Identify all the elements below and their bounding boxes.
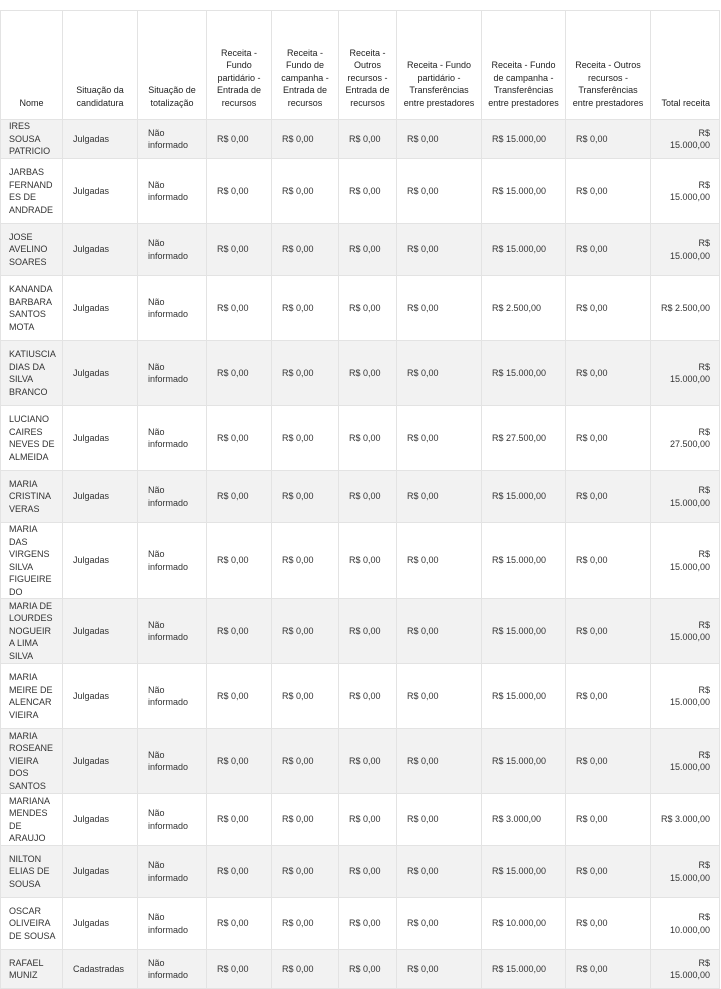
cell-situacao-totalizacao: Não informado (138, 406, 207, 471)
cell-or-entrada: R$ 0,00 (339, 120, 397, 159)
cell-or-entrada: R$ 0,00 (339, 950, 397, 989)
cell-total-receita: R$ 15.000,00 (651, 471, 720, 523)
cell-or-entrada: R$ 0,00 (339, 729, 397, 794)
table-row (1, 898, 720, 950)
cell-fc-transferencias: R$ 15.000,00 (482, 729, 566, 794)
cell-situacao-totalizacao: Não informado (138, 159, 207, 224)
column-header-situacao-candidatura[interactable]: Situação da candidatura (63, 11, 138, 120)
cell-situacao-candidatura: Julgadas (63, 664, 138, 729)
cell-fc-transferencias: R$ 2.500,00 (482, 276, 566, 341)
table-body (1, 120, 720, 989)
cell-or-transferencias: R$ 0,00 (566, 471, 651, 523)
cell-fc-transferencias: R$ 15.000,00 (482, 846, 566, 898)
cell-total-receita: R$ 15.000,00 (651, 159, 720, 224)
cell-total-receita: R$ 3.000,00 (651, 794, 720, 846)
cell-fp-entrada: R$ 0,00 (207, 950, 272, 989)
cell-situacao-candidatura: Julgadas (63, 523, 138, 599)
cell-or-entrada: R$ 0,00 (339, 898, 397, 950)
cell-situacao-candidatura: Julgadas (63, 471, 138, 523)
cell-nome: JARBAS FERNANDES DE ANDRADE (1, 159, 63, 224)
cell-situacao-totalizacao: Não informado (138, 794, 207, 846)
table-row (1, 224, 720, 276)
cell-fp-transferencias: R$ 0,00 (397, 523, 482, 599)
cell-situacao-totalizacao: Não informado (138, 950, 207, 989)
cell-fc-entrada: R$ 0,00 (272, 794, 339, 846)
cell-nome: NILTON ELIAS DE SOUSA (1, 846, 63, 898)
cell-or-entrada: R$ 0,00 (339, 664, 397, 729)
cell-fp-entrada: R$ 0,00 (207, 729, 272, 794)
cell-total-receita: R$ 15.000,00 (651, 950, 720, 989)
column-header-fp-entrada[interactable]: Receita - Fundo partidário - Entrada de recursos (207, 11, 272, 120)
table-row (1, 406, 720, 471)
cell-or-transferencias: R$ 0,00 (566, 846, 651, 898)
cell-fp-entrada: R$ 0,00 (207, 523, 272, 599)
cell-fp-entrada: R$ 0,00 (207, 224, 272, 276)
cell-fp-transferencias: R$ 0,00 (397, 224, 482, 276)
cell-fc-entrada: R$ 0,00 (272, 276, 339, 341)
cell-or-transferencias: R$ 0,00 (566, 898, 651, 950)
cell-fc-entrada: R$ 0,00 (272, 159, 339, 224)
table-row (1, 276, 720, 341)
cell-fc-transferencias: R$ 27.500,00 (482, 406, 566, 471)
table-row (1, 729, 720, 794)
results-table-container (0, 10, 719, 989)
cell-fp-entrada: R$ 0,00 (207, 794, 272, 846)
cell-fp-entrada: R$ 0,00 (207, 341, 272, 406)
cell-fc-transferencias: R$ 3.000,00 (482, 794, 566, 846)
cell-fp-entrada: R$ 0,00 (207, 406, 272, 471)
cell-fc-entrada: R$ 0,00 (272, 664, 339, 729)
cell-situacao-totalizacao: Não informado (138, 898, 207, 950)
cell-or-transferencias: R$ 0,00 (566, 224, 651, 276)
column-header-situacao-totalizacao[interactable]: Situação de totalização (138, 11, 207, 120)
cell-or-entrada: R$ 0,00 (339, 159, 397, 224)
cell-fc-entrada: R$ 0,00 (272, 341, 339, 406)
cell-fp-entrada: R$ 0,00 (207, 664, 272, 729)
cell-fc-transferencias: R$ 15.000,00 (482, 159, 566, 224)
cell-or-transferencias: R$ 0,00 (566, 523, 651, 599)
column-header-fp-transferencias[interactable]: Receita - Fundo partidário - Transferências entre prestadores (397, 11, 482, 120)
cell-fc-entrada: R$ 0,00 (272, 120, 339, 159)
table-row (1, 120, 720, 159)
table-row (1, 794, 720, 846)
table-row (1, 523, 720, 599)
cell-nome: KANANDA BARBARA SANTOS MOTA (1, 276, 63, 341)
cell-or-transferencias: R$ 0,00 (566, 794, 651, 846)
cell-situacao-totalizacao: Não informado (138, 664, 207, 729)
cell-or-transferencias: R$ 0,00 (566, 729, 651, 794)
cell-situacao-candidatura: Julgadas (63, 898, 138, 950)
cell-fp-entrada: R$ 0,00 (207, 276, 272, 341)
column-header-fc-entrada[interactable]: Receita - Fundo de campanha - Entrada de recursos (272, 11, 339, 120)
cell-fp-transferencias: R$ 0,00 (397, 599, 482, 664)
cell-fc-entrada: R$ 0,00 (272, 224, 339, 276)
cell-fc-entrada: R$ 0,00 (272, 729, 339, 794)
cell-fc-entrada: R$ 0,00 (272, 599, 339, 664)
cell-situacao-candidatura: Julgadas (63, 406, 138, 471)
cell-situacao-candidatura: Julgadas (63, 794, 138, 846)
cell-fp-entrada: R$ 0,00 (207, 846, 272, 898)
cell-fc-entrada: R$ 0,00 (272, 950, 339, 989)
cell-or-entrada: R$ 0,00 (339, 794, 397, 846)
cell-or-entrada: R$ 0,00 (339, 523, 397, 599)
cell-total-receita: R$ 15.000,00 (651, 664, 720, 729)
cell-nome: LUCIANO CAIRES NEVES DE ALMEIDA (1, 406, 63, 471)
cell-fc-entrada: R$ 0,00 (272, 898, 339, 950)
cell-or-transferencias: R$ 0,00 (566, 159, 651, 224)
cell-or-entrada: R$ 0,00 (339, 599, 397, 664)
cell-situacao-totalizacao: Não informado (138, 729, 207, 794)
cell-fc-transferencias: R$ 15.000,00 (482, 523, 566, 599)
column-header-nome[interactable]: Nome (1, 11, 63, 120)
cell-situacao-candidatura: Julgadas (63, 846, 138, 898)
cell-nome: MARIA DAS VIRGENS SILVA FIGUEIREDO (1, 523, 63, 599)
cell-fp-transferencias: R$ 0,00 (397, 341, 482, 406)
cell-nome: OSCAR OLIVEIRA DE SOUSA (1, 898, 63, 950)
cell-fc-entrada: R$ 0,00 (272, 846, 339, 898)
cell-or-entrada: R$ 0,00 (339, 224, 397, 276)
cell-or-entrada: R$ 0,00 (339, 406, 397, 471)
cell-fc-transferencias: R$ 15.000,00 (482, 341, 566, 406)
cell-or-entrada: R$ 0,00 (339, 846, 397, 898)
column-header-fc-transferencias[interactable]: Receita - Fundo de campanha - Transferências entre prestadores (482, 11, 566, 120)
cell-or-transferencias: R$ 0,00 (566, 120, 651, 159)
cell-fc-transferencias: R$ 15.000,00 (482, 664, 566, 729)
cell-total-receita: R$ 15.000,00 (651, 341, 720, 406)
cell-fp-transferencias: R$ 0,00 (397, 159, 482, 224)
cell-fc-transferencias: R$ 15.000,00 (482, 950, 566, 989)
cell-fp-transferencias: R$ 0,00 (397, 406, 482, 471)
cell-or-transferencias: R$ 0,00 (566, 341, 651, 406)
cell-total-receita: R$ 15.000,00 (651, 729, 720, 794)
cell-situacao-totalizacao: Não informado (138, 276, 207, 341)
cell-nome: JOSE AVELINO SOARES (1, 224, 63, 276)
cell-fc-transferencias: R$ 15.000,00 (482, 224, 566, 276)
table-header-row (1, 11, 720, 120)
cell-nome: MARIA MEIRE DE ALENCAR VIEIRA (1, 664, 63, 729)
table-row (1, 599, 720, 664)
cell-situacao-candidatura: Julgadas (63, 120, 138, 159)
cell-fc-transferencias: R$ 15.000,00 (482, 599, 566, 664)
cell-fp-entrada: R$ 0,00 (207, 120, 272, 159)
cell-fc-transferencias: R$ 10.000,00 (482, 898, 566, 950)
cell-fc-transferencias: R$ 15.000,00 (482, 120, 566, 159)
cell-total-receita: R$ 15.000,00 (651, 599, 720, 664)
cell-fp-transferencias: R$ 0,00 (397, 898, 482, 950)
table-row (1, 846, 720, 898)
cell-fp-transferencias: R$ 0,00 (397, 664, 482, 729)
cell-fc-transferencias: R$ 15.000,00 (482, 471, 566, 523)
cell-or-entrada: R$ 0,00 (339, 471, 397, 523)
cell-situacao-candidatura: Julgadas (63, 341, 138, 406)
cell-fp-entrada: R$ 0,00 (207, 471, 272, 523)
column-header-total-receita[interactable]: Total receita (651, 11, 720, 120)
cell-situacao-totalizacao: Não informado (138, 523, 207, 599)
cell-or-transferencias: R$ 0,00 (566, 950, 651, 989)
cell-situacao-totalizacao: Não informado (138, 599, 207, 664)
cell-or-transferencias: R$ 0,00 (566, 406, 651, 471)
cell-or-transferencias: R$ 0,00 (566, 664, 651, 729)
cell-nome: MARIANA MENDES DE ARAUJO (1, 794, 63, 846)
table-row (1, 159, 720, 224)
cell-fp-transferencias: R$ 0,00 (397, 794, 482, 846)
cell-total-receita: R$ 15.000,00 (651, 224, 720, 276)
cell-fp-transferencias: R$ 0,00 (397, 276, 482, 341)
cell-situacao-totalizacao: Não informado (138, 846, 207, 898)
cell-nome: MARIA DE LOURDES NOGUEIRA LIMA SILVA (1, 599, 63, 664)
cell-fp-transferencias: R$ 0,00 (397, 950, 482, 989)
cell-total-receita: R$ 10.000,00 (651, 898, 720, 950)
cell-situacao-totalizacao: Não informado (138, 120, 207, 159)
table-row (1, 950, 720, 989)
cell-fp-entrada: R$ 0,00 (207, 898, 272, 950)
cell-situacao-totalizacao: Não informado (138, 341, 207, 406)
cell-nome: RAFAEL MUNIZ (1, 950, 63, 989)
cell-or-entrada: R$ 0,00 (339, 341, 397, 406)
campaign-revenue-table (0, 10, 720, 989)
cell-situacao-candidatura: Julgadas (63, 224, 138, 276)
cell-situacao-candidatura: Julgadas (63, 729, 138, 794)
cell-fp-transferencias: R$ 0,00 (397, 120, 482, 159)
cell-or-entrada: R$ 0,00 (339, 276, 397, 341)
cell-fp-entrada: R$ 0,00 (207, 599, 272, 664)
cell-total-receita: R$ 15.000,00 (651, 846, 720, 898)
table-row (1, 341, 720, 406)
cell-situacao-totalizacao: Não informado (138, 471, 207, 523)
cell-total-receita: R$ 27.500,00 (651, 406, 720, 471)
column-header-or-transferencias[interactable]: Receita - Outros recursos - Transferências entre prestadores (566, 11, 651, 120)
cell-total-receita: R$ 15.000,00 (651, 120, 720, 159)
cell-fc-entrada: R$ 0,00 (272, 523, 339, 599)
cell-situacao-totalizacao: Não informado (138, 224, 207, 276)
cell-or-transferencias: R$ 0,00 (566, 599, 651, 664)
cell-or-transferencias: R$ 0,00 (566, 276, 651, 341)
cell-nome: KATIUSCIA DIAS DA SILVA BRANCO (1, 341, 63, 406)
table-row (1, 471, 720, 523)
cell-total-receita: R$ 2.500,00 (651, 276, 720, 341)
cell-nome: IRES SOUSA PATRICIO (1, 120, 63, 159)
cell-fc-entrada: R$ 0,00 (272, 406, 339, 471)
cell-fp-transferencias: R$ 0,00 (397, 846, 482, 898)
cell-situacao-candidatura: Cadastradas (63, 950, 138, 989)
table-row (1, 664, 720, 729)
cell-situacao-candidatura: Julgadas (63, 159, 138, 224)
column-header-or-entrada[interactable]: Receita - Outros recursos - Entrada de recursos (339, 11, 397, 120)
cell-nome: MARIA CRISTINA VERAS (1, 471, 63, 523)
cell-nome: MARIA ROSEANE VIEIRA DOS SANTOS (1, 729, 63, 794)
cell-total-receita: R$ 15.000,00 (651, 523, 720, 599)
cell-fp-transferencias: R$ 0,00 (397, 471, 482, 523)
cell-fp-entrada: R$ 0,00 (207, 159, 272, 224)
cell-fc-entrada: R$ 0,00 (272, 471, 339, 523)
cell-situacao-candidatura: Julgadas (63, 276, 138, 341)
cell-situacao-candidatura: Julgadas (63, 599, 138, 664)
cell-fp-transferencias: R$ 0,00 (397, 729, 482, 794)
